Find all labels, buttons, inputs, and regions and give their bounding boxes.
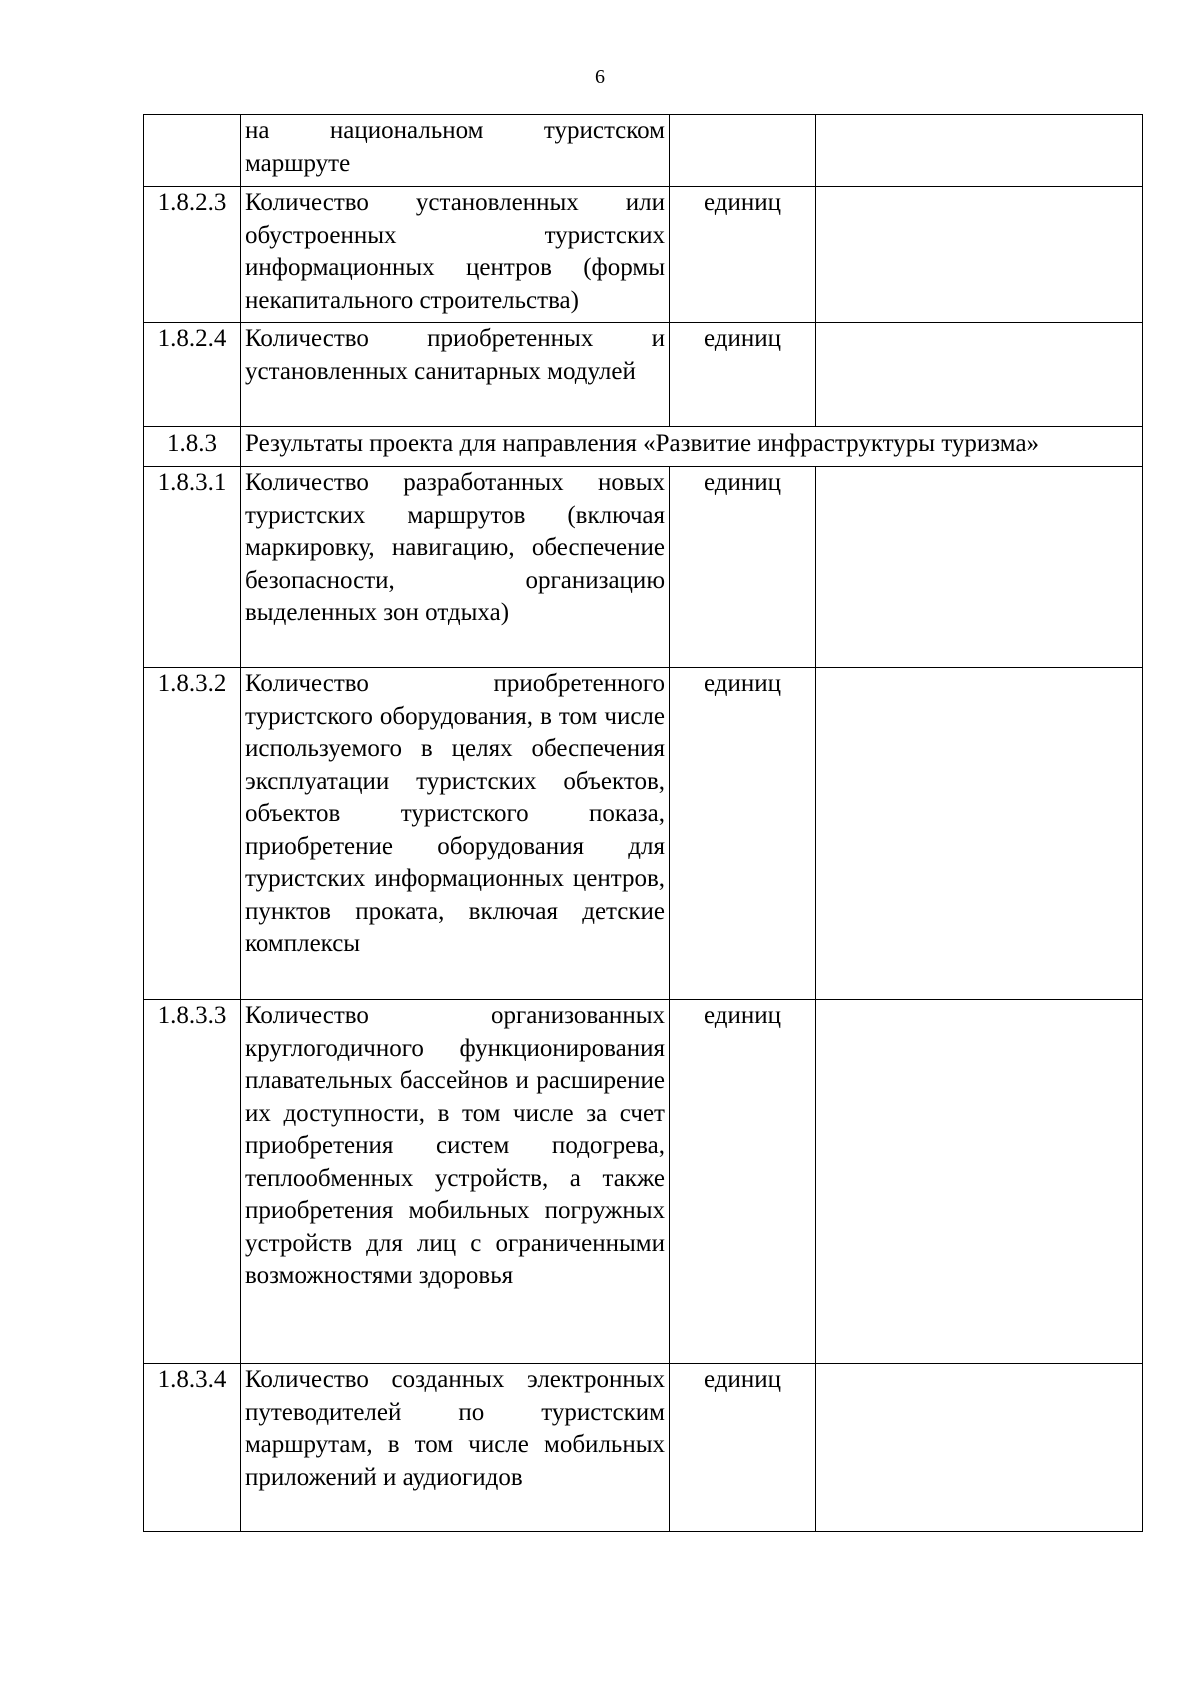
row-unit: единиц (670, 668, 816, 1000)
row-unit: единиц (670, 467, 816, 668)
row-description: Количество приобретенного туристского оборудования, в том числе используемого в целях обеспечения эксплуатации туристских объектов, объектов туристского показа, приобретение оборудования для туристских информационных центров, пунктов проката, включая детские комплексы (241, 668, 670, 1000)
row-description: на национальном туристском маршруте (241, 115, 670, 187)
section-row (144, 427, 1143, 467)
row-unit: единиц (670, 1000, 816, 1364)
table-row (144, 1000, 1143, 1364)
row-description: Количество созданных электронных путеводителей по туристским маршрутам, в том числе мобильных приложений и аудиогидов (241, 1364, 670, 1532)
row-description: Количество организованных круглогодичного функционирования плавательных бассейнов и расширение их доступности, в том числе за счет приобретения систем подогрева, теплообменных устройств, а также приобретения мобильных погружных устройств для лиц с ограниченными возможностями здоровья (241, 1000, 670, 1364)
table-row (144, 115, 1143, 187)
section-title: Результаты проекта для направления «Развитие инфраструктуры туризма» (241, 427, 1143, 467)
row-description: Количество приобретенных и установленных санитарных модулей (241, 323, 670, 427)
table-row (144, 323, 1143, 427)
row-number: 1.8.3.3 (144, 1000, 241, 1364)
row-value (816, 187, 1143, 323)
row-value (816, 467, 1143, 668)
row-unit: единиц (670, 187, 816, 323)
indicators-table (143, 114, 1143, 1532)
page-number: 6 (595, 66, 605, 88)
row-value (816, 1364, 1143, 1532)
row-unit: единиц (670, 1364, 816, 1532)
row-number: 1.8.2.4 (144, 323, 241, 427)
row-description: Количество установленных или обустроенных туристских информационных центров (формы некапитального строительства) (241, 187, 670, 323)
row-number: 1.8.3.4 (144, 1364, 241, 1532)
table-row (144, 187, 1143, 323)
row-number: 1.8.3.1 (144, 467, 241, 668)
row-value (816, 1000, 1143, 1364)
row-unit (670, 115, 816, 187)
row-number (144, 115, 241, 187)
row-description: Количество разработанных новых туристских маршрутов (включая маркировку, навигацию, обеспечение безопасности, организацию выделенных зон отдыха) (241, 467, 670, 668)
row-value (816, 668, 1143, 1000)
row-value (816, 323, 1143, 427)
row-value (816, 115, 1143, 187)
row-unit: единиц (670, 323, 816, 427)
table-row (144, 467, 1143, 668)
row-number: 1.8.3.2 (144, 668, 241, 1000)
row-number: 1.8.2.3 (144, 187, 241, 323)
table-row (144, 1364, 1143, 1532)
table-row (144, 668, 1143, 1000)
section-number: 1.8.3 (144, 427, 241, 467)
